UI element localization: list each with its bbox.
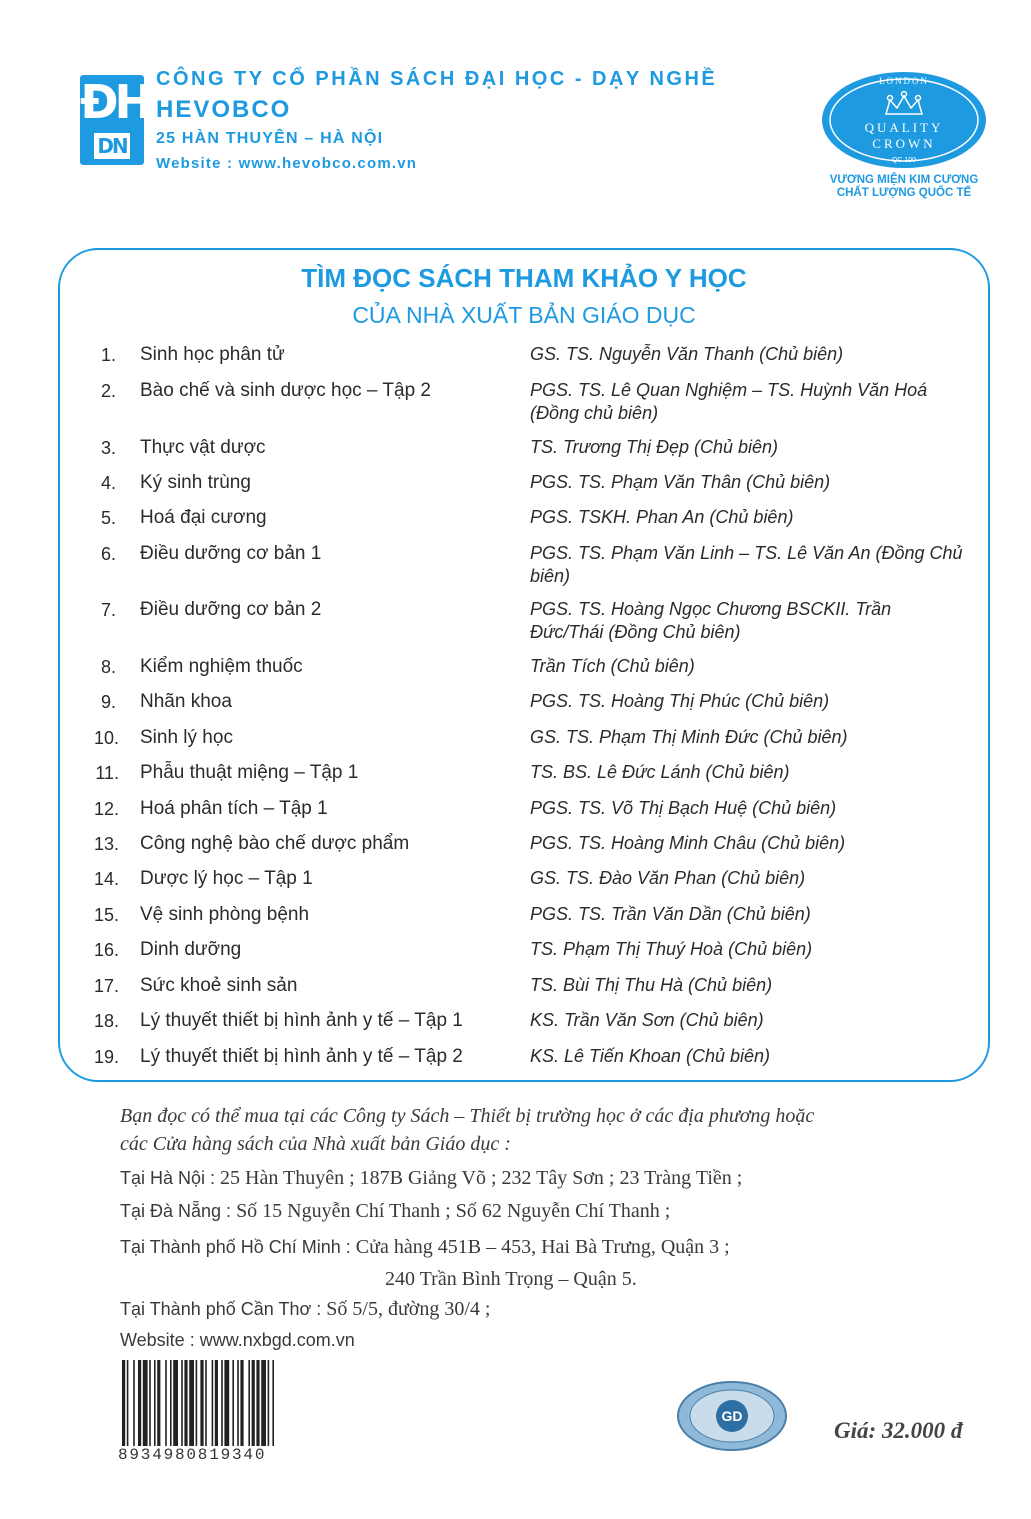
barcode-bar	[240, 1360, 243, 1456]
item-title: Điều dưỡng cơ bản 1	[140, 543, 322, 564]
item-number: 9.	[100, 692, 116, 712]
barcode-bar	[261, 1360, 266, 1456]
barcode-bar	[143, 1360, 148, 1456]
item-author: TS. Phạm Thị Thuý Hoà (Chủ biên)	[530, 939, 813, 959]
item-author: PGS. TS. Lê Quan Nghiệm – TS. Huỳnh Văn Hoá (Đồng chủ biên)	[530, 380, 928, 423]
item-author: PGS. TSKH. Phan An (Chủ biên)	[530, 507, 794, 527]
item-author: PGS. TS. Hoàng Thị Phúc (Chủ biên)	[530, 691, 830, 711]
item-author: TS. Bùi Thị Thu Hà (Chủ biên)	[530, 975, 773, 995]
hanoi-label: Tại Hà Nội :	[120, 1168, 216, 1188]
item-author: PGS. TS. Phạm Văn Linh – TS. Lê Văn An (Đồng Chủ biên)	[530, 543, 963, 586]
retail-intro	[120, 1102, 940, 1158]
item-title: Phẫu thuật miệng – Tập 1	[140, 762, 359, 783]
item-number: 7.	[100, 600, 116, 620]
retail-intro-line1: Bạn đọc có thể mua tại các Công ty Sách – Thiết bị trường học ở các địa phương hoặc	[120, 1105, 815, 1127]
book-list-title: TÌM ĐỌC SÁCH THAM KHẢO Y HỌC	[301, 263, 747, 293]
barcode-bar	[224, 1360, 229, 1456]
danang-label: Tại Đà Nẵng :	[120, 1201, 232, 1221]
publisher-seal	[676, 1380, 788, 1452]
barcode-bar	[165, 1360, 167, 1456]
barcode-bar	[170, 1360, 172, 1456]
item-number: 14.	[93, 869, 119, 889]
item-title: Nhãn khoa	[140, 691, 232, 712]
barcode-bar	[221, 1360, 223, 1456]
hanoi-addresses: 25 Hàn Thuyên ; 187B Giảng Võ ; 232 Tây Sơn ; 23 Tràng Tiền ;	[220, 1167, 743, 1189]
barcode-bar	[181, 1360, 183, 1456]
item-author: PGS. TS. Phạm Văn Thân (Chủ biên)	[530, 472, 831, 492]
logo-line2: DN	[94, 133, 130, 159]
item-number: 19.	[93, 1047, 119, 1067]
barcode-bar	[122, 1360, 125, 1456]
item-number: 10.	[93, 728, 119, 748]
item-title: Công nghệ bào chế dược phẩm	[140, 833, 410, 854]
barcode-bar	[268, 1360, 270, 1456]
badge-line2: CROWN	[872, 136, 936, 151]
item-author: GS. TS. Phạm Thị Minh Đức (Chủ biên)	[530, 727, 848, 747]
item-title: Kiểm nghiệm thuốc	[140, 656, 303, 677]
item-title: Sinh lý học	[140, 727, 233, 748]
item-author: Trần Tích (Chủ biên)	[530, 656, 695, 676]
item-author: PGS. TS. Hoàng Ngọc Chương BSCKII. Trần Đức/Thái (Đồng Chủ biên)	[530, 599, 892, 642]
brand-name: HEVOBCO	[156, 96, 292, 123]
item-number: 13.	[93, 834, 119, 854]
barcode-bar	[252, 1360, 255, 1456]
badge-code: QC 100	[891, 157, 917, 164]
barcode-bar	[237, 1360, 239, 1456]
item-number: 18.	[93, 1011, 119, 1031]
retail-intro-line2: các Cửa hàng sách của Nhà xuất bản Giáo dục :	[120, 1133, 511, 1155]
item-author: PGS. TS. Võ Thị Bạch Huệ (Chủ biên)	[530, 798, 837, 818]
item-number: 6.	[100, 544, 116, 564]
item-title: Sinh học phân tử	[140, 344, 285, 365]
badge-caption-line2: CHẤT LƯỢNG QUỐC TẾ	[836, 187, 972, 199]
barcode-bar	[212, 1360, 214, 1456]
badge-top-text: LONDON	[879, 76, 929, 86]
retail-hanoi	[120, 1164, 742, 1192]
hcm-addresses: Cửa hàng 451B – 453, Hai Bà Trưng, Quận 3 ;	[355, 1236, 730, 1258]
item-author: TS. BS. Lê Đức Lánh (Chủ biên)	[530, 762, 790, 782]
item-number: 8.	[100, 657, 116, 677]
item-title: Điều dưỡng cơ bản 2	[140, 599, 322, 620]
nxbgd-website: Website : www.nxbgd.com.vn	[120, 1330, 355, 1350]
barcode-bar	[138, 1360, 141, 1456]
barcode-bar	[173, 1360, 178, 1456]
item-title: Lý thuyết thiết bị hình ảnh y tế – Tập 1	[140, 1010, 463, 1031]
item-title: Hoá đại cương	[140, 507, 267, 528]
item-number: 2.	[100, 381, 116, 401]
item-title: Dinh dưỡng	[140, 939, 242, 960]
barcode-bar	[196, 1360, 198, 1456]
item-number: 12.	[93, 799, 119, 819]
item-number: 5.	[100, 508, 116, 528]
item-author: TS. Trương Thị Đẹp (Chủ biên)	[530, 437, 779, 457]
barcode-bar	[205, 1360, 207, 1456]
item-title: Thực vật dược	[140, 437, 266, 458]
book-list-subtitle: CỦA NHÀ XUẤT BẢN GIÁO DỤC	[352, 302, 696, 328]
item-number: 4.	[100, 473, 116, 493]
retail-hcm	[120, 1233, 730, 1261]
barcode-bar	[272, 1360, 274, 1456]
item-title: Ký sinh trùng	[140, 472, 251, 493]
barcode-bar	[248, 1360, 250, 1456]
item-title: Bào chế và sinh dược học – Tập 2	[140, 380, 432, 401]
price-label: Giá: 32.000 đ	[834, 1418, 963, 1443]
barcode-bar	[154, 1360, 156, 1456]
item-title: Lý thuyết thiết bị hình ảnh y tế – Tập 2	[140, 1046, 463, 1067]
cantho-label: Tại Thành phố Cần Thơ :	[120, 1299, 322, 1319]
item-title: Dược lý học – Tập 1	[140, 868, 313, 889]
badge-caption-line1: VƯƠNG MIỆN KIM CƯƠNG	[829, 174, 979, 186]
hcm-label: Tại Thành phố Hồ Chí Minh :	[120, 1237, 351, 1257]
item-number: 15.	[93, 905, 119, 925]
barcode-bar	[215, 1360, 218, 1456]
barcode-bar	[189, 1360, 194, 1456]
item-author: GS. TS. Nguyễn Văn Thanh (Chủ biên)	[530, 344, 844, 364]
item-number: 3.	[100, 438, 116, 458]
hcm-addresses-2: 240 Trần Bình Trọng – Quận 5.	[385, 1268, 637, 1290]
barcode-bar	[127, 1360, 129, 1456]
cantho-addresses: Số 5/5, đường 30/4 ;	[326, 1298, 491, 1320]
retail-danang	[120, 1197, 670, 1225]
item-author: PGS. TS. Trần Văn Dần (Chủ biên)	[530, 904, 811, 924]
danang-addresses: Số 15 Nguyễn Chí Thanh ; Số 62 Nguyễn Chí Thanh ;	[236, 1200, 671, 1222]
barcode-bar	[232, 1360, 234, 1456]
seal-text: GD	[721, 1408, 743, 1424]
item-title: Sức khoẻ sinh sản	[140, 975, 298, 996]
item-author: PGS. TS. Hoàng Minh Châu (Chủ biên)	[530, 833, 846, 853]
item-title: Hoá phân tích – Tập 1	[140, 798, 328, 819]
company-name: CÔNG TY CỔ PHẦN SÁCH ĐẠI HỌC - DẠY NGHỀ	[156, 68, 718, 90]
barcode-number: 8934980819340	[118, 1446, 322, 1464]
barcode-bar	[157, 1360, 160, 1456]
retail-hcm-2	[385, 1265, 637, 1293]
company-website: Website : www.hevobco.com.vn	[156, 155, 418, 172]
company-address: 25 HÀN THUYÊN – HÀ NỘI	[156, 130, 384, 147]
item-author: KS. Lê Tiến Khoan (Chủ biên)	[530, 1046, 770, 1066]
barcode-bar	[184, 1360, 187, 1456]
barcode-bar	[133, 1360, 135, 1456]
item-title: Vệ sinh phòng bệnh	[140, 904, 310, 925]
item-author: GS. TS. Đào Văn Phan (Chủ biên)	[530, 868, 806, 888]
item-number: 11.	[95, 763, 119, 783]
badge-line1: QUALITY	[864, 120, 944, 135]
barcode-bar	[256, 1360, 259, 1456]
barcode-bar	[200, 1360, 203, 1456]
item-number: 17.	[93, 976, 119, 996]
item-number: 16.	[93, 940, 119, 960]
item-author: KS. Trần Văn Sơn (Chủ biên)	[530, 1010, 764, 1030]
retail-cantho	[120, 1295, 490, 1323]
logo-line1: ĐH	[80, 75, 150, 129]
barcode-bar	[149, 1360, 151, 1456]
item-number: 1.	[100, 345, 116, 365]
